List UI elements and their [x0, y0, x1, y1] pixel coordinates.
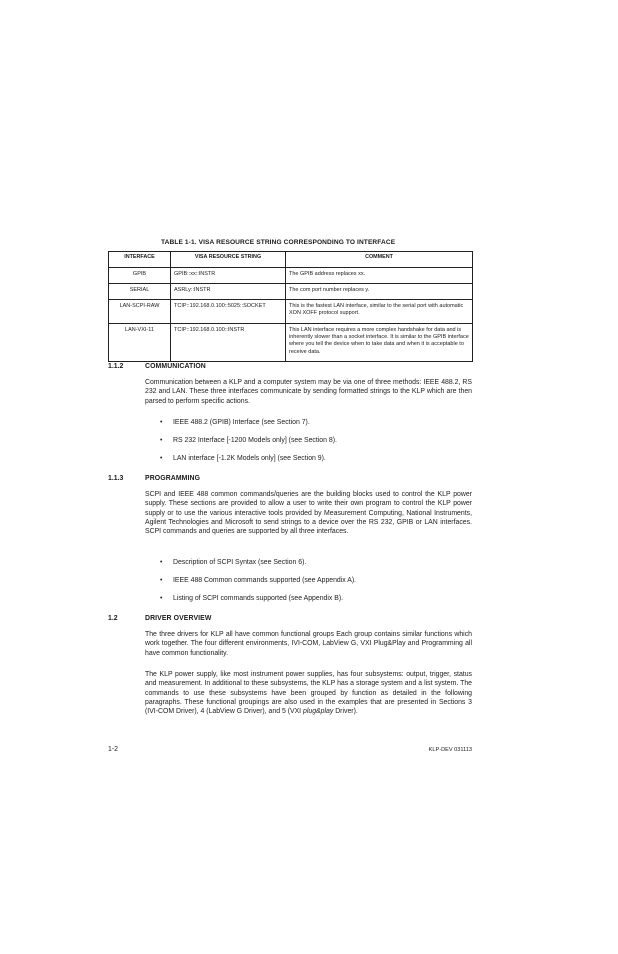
- cell-interface: LAN-VXI-11: [109, 324, 171, 362]
- cell-comment: This is the fastest LAN interface, similar to the serial port with automatic XON XOFF protocol support.: [286, 300, 473, 324]
- section-title-programming: PROGRAMMING: [145, 475, 201, 482]
- col-header-resource: VISA RESOURCE STRING: [171, 252, 286, 268]
- visa-resource-table: [108, 251, 473, 362]
- bullet-item: • IEEE 488.2 (GPIB) Interface (see Section 7).: [160, 419, 310, 426]
- cell-comment: The GPIB address replaces xx.: [286, 268, 473, 284]
- bullet-text: RS 232 Interface [-1200 Models only] (see Section 8).: [173, 437, 337, 444]
- programming-paragraph: SCPI and IEEE 488 common commands/queries are the building blocks used to control the KLP power supply. These sections are provided to allow a user to write their own program to control the KLP power supply or to use the various interactive tools provided by Measurement Computing, National Instruments, Agilent Technologies and Microsoft to send strings to a device over the RS 232, GPIB or LAN interfaces. SCPI commands and queries are supported by all three interfaces.: [145, 491, 472, 536]
- bullet-text: IEEE 488 Common commands supported (see Appendix A).: [173, 577, 357, 584]
- cell-comment: The com port number replaces y.: [286, 284, 473, 300]
- cell-interface: GPIB: [109, 268, 171, 284]
- cell-resource: ASRLy::INSTR: [171, 284, 286, 300]
- cell-resource: GPIB::xx::INSTR: [171, 268, 286, 284]
- table-header-row: [109, 252, 473, 268]
- driver-overview-paragraph-1: The three drivers for KLP all have common functional groups Each group contains similar functions which work together. The four different environments, IVI-COM, LabView G, VXI Plug&Play and Programming all have common functionality.: [145, 631, 472, 657]
- table-title: TABLE 1-1. VISA RESOURCE STRING CORRESPONDING TO INTERFACE: [161, 239, 396, 246]
- cell-comment: This LAN interface requires a more complex handshake for data and is inherently slower than a socket interface. It is similar to the GPIB interface where you tell the device when to take data and when it is acceptable to receive data.: [286, 324, 473, 362]
- section-number-1-1-3: 1.1.3: [108, 475, 124, 482]
- col-header-interface: INTERFACE: [109, 252, 171, 268]
- col-header-comment: COMMENT: [286, 252, 473, 268]
- section-title-communication: COMMUNICATION: [145, 363, 206, 370]
- bullet-text: IEEE 488.2 (GPIB) Interface (see Section 7).: [173, 419, 310, 426]
- cell-interface: LAN-SCPI-RAW: [109, 300, 171, 324]
- communication-paragraph: Communication between a KLP and a computer system may be via one of three methods: IEEE 488.2, RS 232 and LAN. These three interfaces communicate by sending formatted strings to the KLP which are then parsed to perform specific actions.: [145, 379, 472, 405]
- bullet-item: • LAN interface [-1.2K Models only] (see Section 9).: [160, 455, 326, 462]
- bullet-item: • IEEE 488 Common commands supported (see Appendix A).: [160, 577, 357, 584]
- table-row: [109, 300, 473, 324]
- bullet-item: • RS 232 Interface [-1200 Models only] (see Section 8).: [160, 437, 337, 444]
- table-row: [109, 268, 473, 284]
- section-title-driver-overview: DRIVER OVERVIEW: [145, 615, 212, 622]
- paragraph-text-end: Driver).: [333, 708, 358, 716]
- cell-resource: TCIP::192.168.0.100::5025::SOCKET: [171, 300, 286, 324]
- table-row: [109, 324, 473, 362]
- cell-resource: TCIP::192.168.0.100::INSTR: [171, 324, 286, 362]
- page-number: 1-2: [108, 746, 118, 753]
- table-row: [109, 284, 473, 300]
- bullet-text: Listing of SCPI commands supported (see Appendix B).: [173, 595, 344, 602]
- document-id: KLP-DEV 031113: [428, 747, 472, 753]
- section-number-1-2: 1.2: [108, 615, 118, 622]
- bullet-item: • Listing of SCPI commands supported (see Appendix B).: [160, 595, 344, 602]
- plug-and-play-italic: plug&play: [303, 708, 334, 716]
- cell-interface: SERIAL: [109, 284, 171, 300]
- driver-overview-paragraph-2: [145, 670, 472, 716]
- bullet-text: Description of SCPI Syntax (see Section 6).: [173, 559, 307, 566]
- bullet-item: • Description of SCPI Syntax (see Section 6).: [160, 559, 307, 566]
- paragraph-text: The KLP power supply, like most instrument power supplies, has four subsystems: output, trigger, status and measurement. In additional to these subsystems, the KLP has a storage system and a list system. The commands to use these subsystems have been grouped by function as detailed in the following paragraphs. These functional groupings are also used in the examples that are presented in Sections 3 (IVI-COM Driver), 4 (LabView G Driver), and 5 (VXI: [145, 671, 472, 716]
- section-number-1-1-2: 1.1.2: [108, 363, 124, 370]
- bullet-text: LAN interface [-1.2K Models only] (see Section 9).: [173, 455, 326, 462]
